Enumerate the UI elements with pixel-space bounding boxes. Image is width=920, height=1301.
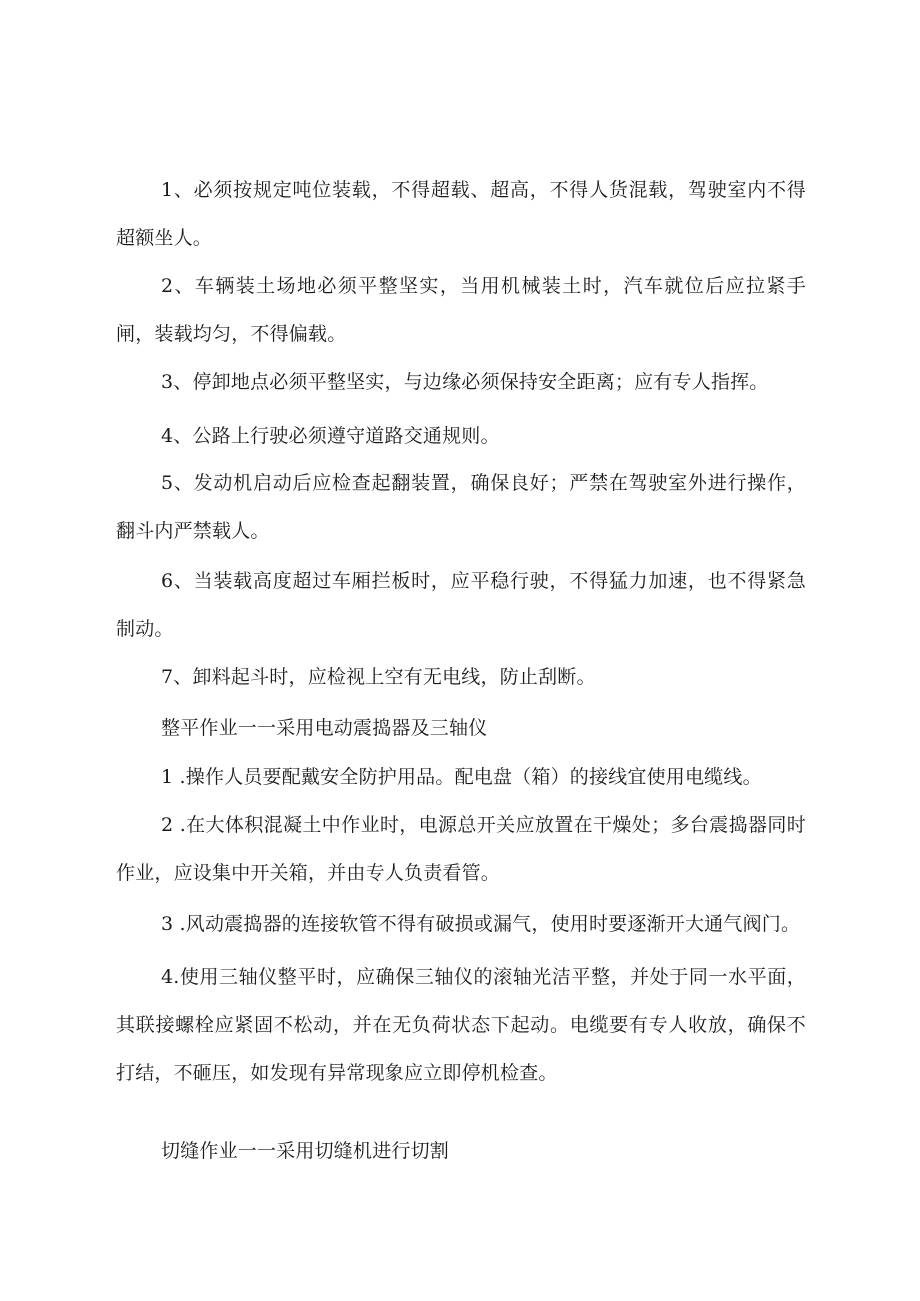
paragraph-leveling-2: 2 .在大体积混凝土中作业时，电源总开关应放置在干燥处；多台震捣器同时作业，应设集中开关箱，并由专人负责看管。 [116, 814, 806, 884]
paragraph-rule-3: 3、停卸地点必须平整坚实，与边缘必须保持安全距离；应有专人指挥。 [161, 371, 769, 393]
paragraph-rule-4: 4、公路上行驶必须遵守道路交通规则。 [161, 425, 500, 447]
paragraph-rule-6: 6、当装载高度超过车厢拦板时，应平稳行驶，不得猛力加速，也不得紧急制动。 [116, 570, 806, 640]
paragraph-rule-1: 1、必须按规定吨位装载，不得超载、超高，不得人货混载，驾驶室内不得超额坐人。 [116, 179, 806, 249]
paragraph-leveling-4: 4.使用三轴仪整平时，应确保三轴仪的滚轴光洁平整，并处于同一水平面，其联接螺栓应紧固不松动，并在无负荷状态下起动。电缆要有专人收放，确保不打结，不砸压，如发现有异常现象应立即停机检查。 [116, 966, 806, 1084]
section-heading-leveling: 整平作业一一采用电动震捣器及三轴仪 [161, 717, 488, 739]
paragraph-leveling-3: 3 .风动震捣器的连接软管不得有破损或漏气，使用时要逐渐开大通气阀门。 [161, 913, 801, 935]
paragraph-rule-5: 5、发动机启动后应检查起翻装置，确保良好；严禁在驾驶室外进行操作，翻斗内严禁载人。 [116, 472, 806, 542]
paragraph-rule-2: 2、车辆装土场地必须平整坚实，当用机械装土时，汽车就位后应拉紧手闸，装载均匀，不得偏载。 [116, 275, 806, 345]
section-heading-cutting: 切缝作业一一采用切缝机进行切割 [161, 1140, 450, 1162]
paragraph-leveling-1: 1 .操作人员要配戴安全防护用品。配电盘（箱）的接线宜使用电缆线。 [161, 766, 762, 788]
paragraph-rule-7: 7、卸料起斗时，应检视上空有无电线，防止刮断。 [161, 666, 596, 688]
